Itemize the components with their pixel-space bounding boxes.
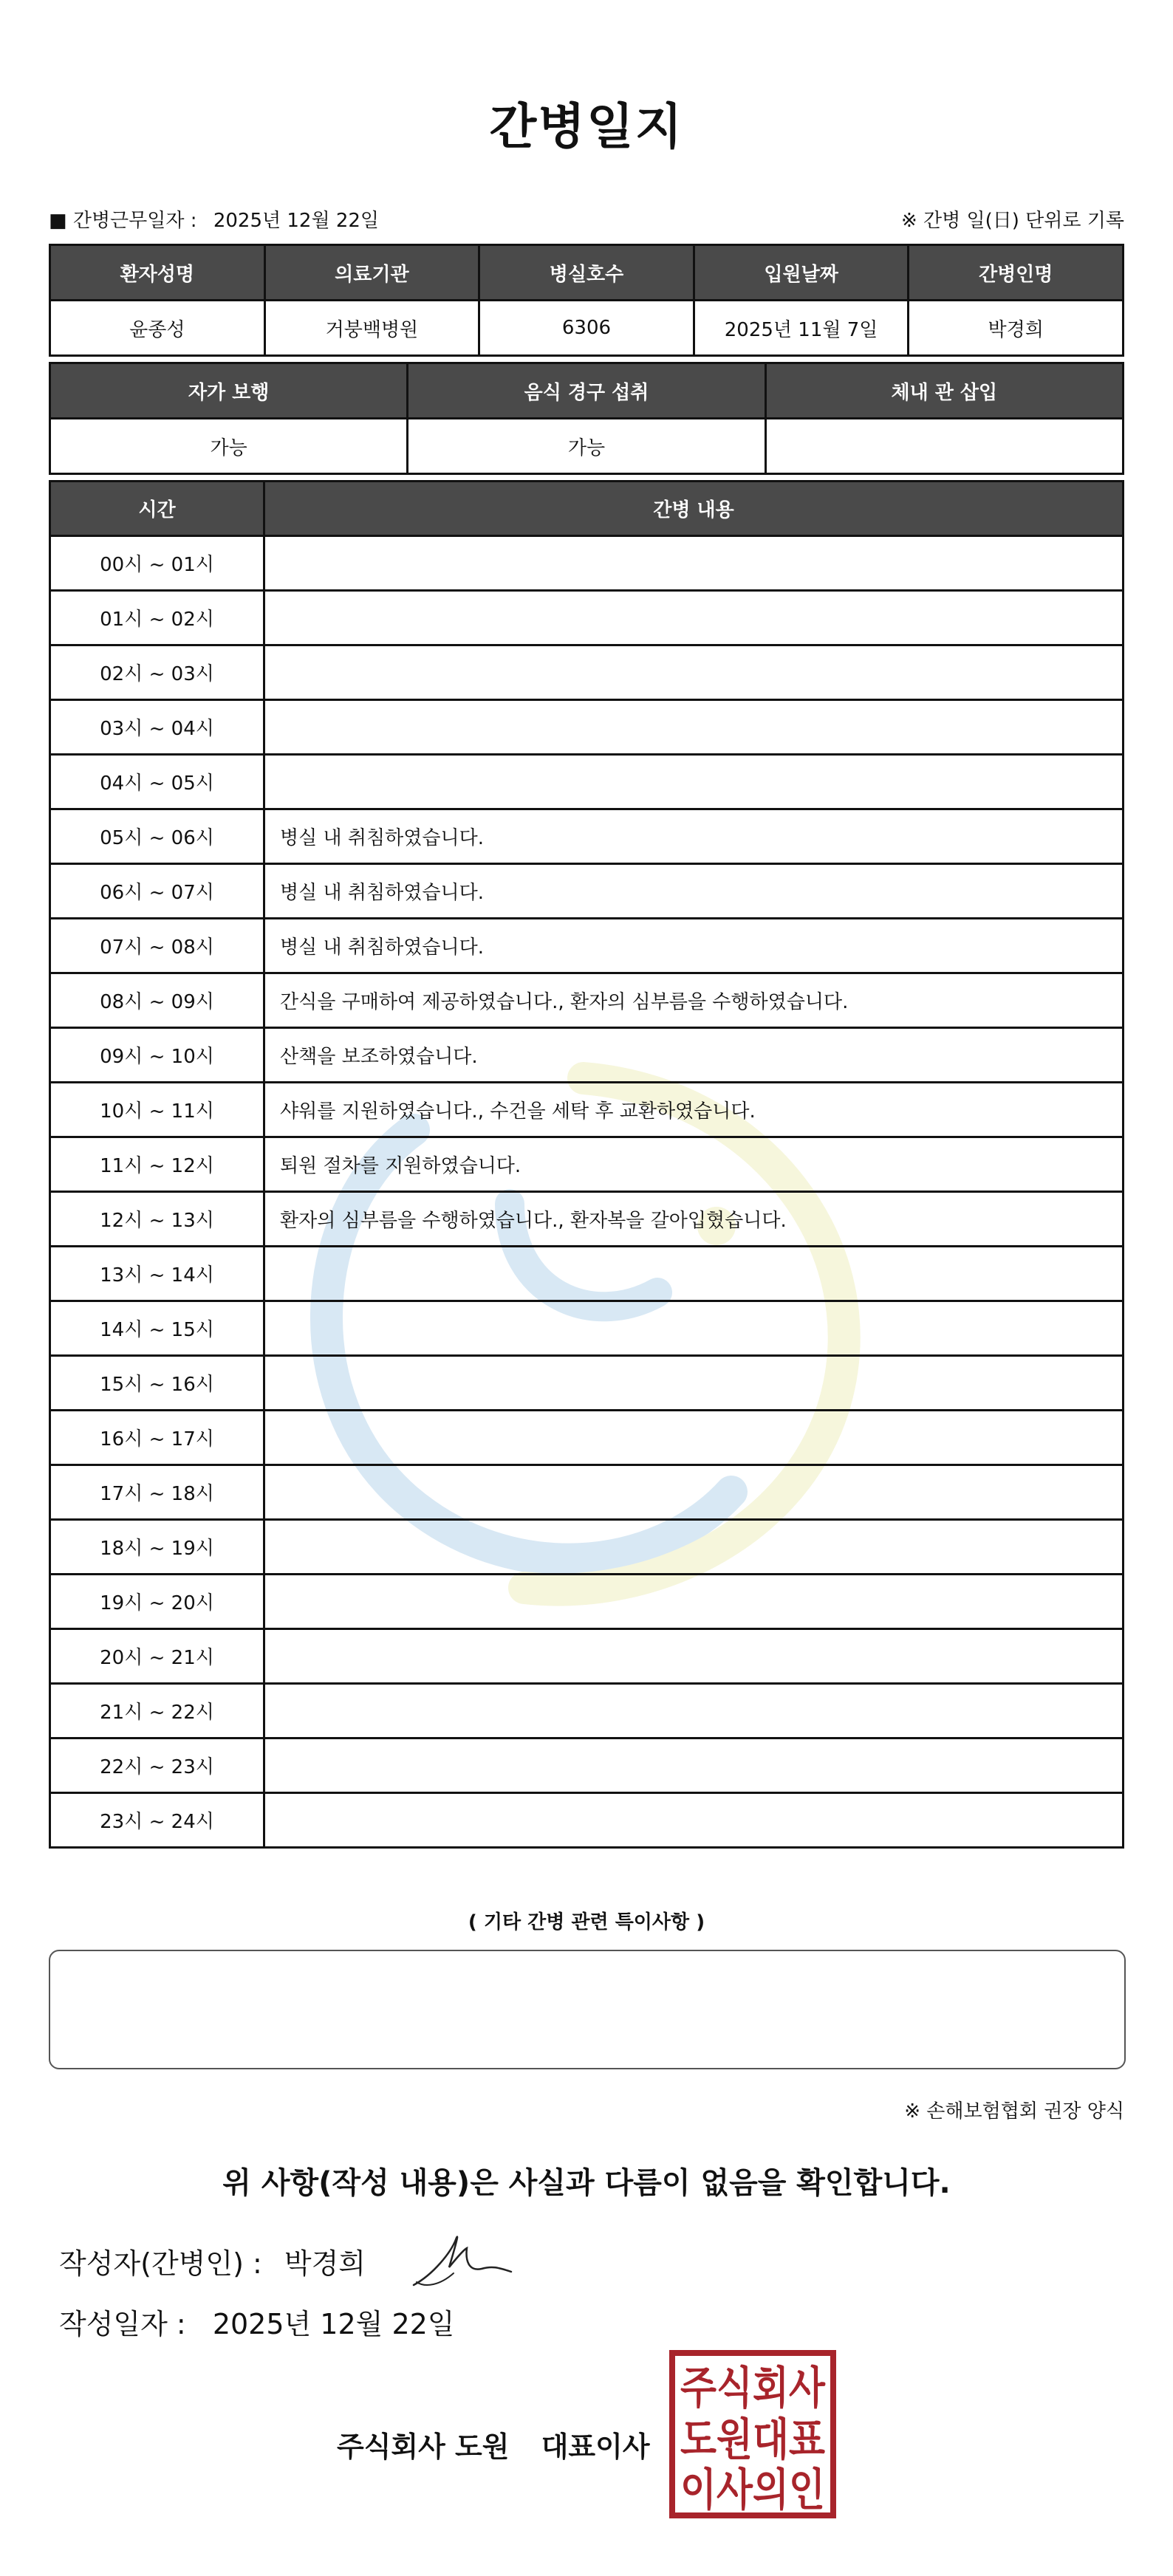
svg-text:이사의인: 이사의인 xyxy=(680,2464,825,2516)
care-log-row xyxy=(50,1137,1124,1192)
confirmation-statement: 위 사항(작성 내용)은 사실과 다름이 없음을 확인합니다. xyxy=(222,2166,951,2200)
time-slot: 19시 ~ 20시 xyxy=(50,1575,264,1629)
room-number: 6306 xyxy=(479,301,694,356)
time-slot: 16시 ~ 17시 xyxy=(50,1411,264,1465)
self-walking-value: 가능 xyxy=(50,419,408,474)
care-log-table xyxy=(49,480,1124,1849)
header-caregiver-name: 간병인명 xyxy=(909,245,1124,301)
care-content: 병실 내 취침하였습니다. xyxy=(264,864,1124,919)
patient-info-header-row xyxy=(50,245,1124,301)
time-slot: 17시 ~ 18시 xyxy=(50,1465,264,1520)
care-content: 병실 내 취침하였습니다. xyxy=(264,919,1124,973)
care-content xyxy=(264,1411,1124,1465)
time-slot: 21시 ~ 22시 xyxy=(50,1684,264,1739)
header-patient-name: 환자성명 xyxy=(50,245,265,301)
time-slot: 08시 ~ 09시 xyxy=(50,973,264,1028)
care-log-row xyxy=(50,1575,1124,1629)
care-content: 병실 내 취침하였습니다. xyxy=(264,809,1124,864)
care-log-row xyxy=(50,973,1124,1028)
time-slot: 10시 ~ 11시 xyxy=(50,1083,264,1137)
care-content: 간식을 구매하여 제공하였습니다., 환자의 심부름을 수행하였습니다. xyxy=(264,973,1124,1028)
company-name: 주식회사 도원 xyxy=(337,2431,510,2463)
oral-intake-value: 가능 xyxy=(408,419,765,474)
care-log-row xyxy=(50,536,1124,591)
care-log-row xyxy=(50,1739,1124,1793)
care-log-row xyxy=(50,700,1124,755)
care-content xyxy=(264,645,1124,700)
header-hospital: 의료기관 xyxy=(264,245,479,301)
patient-status-table xyxy=(49,362,1124,475)
admission-date: 2025년 11월 7일 xyxy=(694,301,909,356)
work-date-label: ■ 간병근무일자 : xyxy=(49,210,197,232)
care-content xyxy=(264,1575,1124,1629)
care-content: 환자의 심부름을 수행하였습니다., 환자복을 갈아입혔습니다. xyxy=(264,1192,1124,1247)
writer-row xyxy=(59,2241,379,2281)
care-log-header-row xyxy=(50,482,1124,536)
company-title: 대표이사 xyxy=(541,2431,650,2463)
time-slot: 22시 ~ 23시 xyxy=(50,1739,264,1793)
care-content: 샤워를 지원하였습니다., 수건을 세탁 후 교환하였습니다. xyxy=(264,1083,1124,1137)
time-slot: 14시 ~ 15시 xyxy=(50,1301,264,1356)
time-slot: 12시 ~ 13시 xyxy=(50,1192,264,1247)
record-unit-note: ※ 간병 일(日) 단위로 기록 xyxy=(900,210,1124,232)
header-care-content: 간병 내용 xyxy=(264,482,1124,536)
care-log-row xyxy=(50,864,1124,919)
form-source-note: ※ 손해보험협회 권장 양식 xyxy=(904,2100,1124,2123)
care-log-row xyxy=(50,1356,1124,1411)
care-log-row xyxy=(50,1301,1124,1356)
time-slot: 15시 ~ 16시 xyxy=(50,1356,264,1411)
company-signature xyxy=(337,2424,672,2464)
care-log-row xyxy=(50,755,1124,809)
meta-row xyxy=(49,205,1124,232)
time-slot: 06시 ~ 07시 xyxy=(50,864,264,919)
care-content xyxy=(264,1247,1124,1301)
company-seal-stamp xyxy=(669,2350,836,2518)
status-header-row xyxy=(50,363,1124,419)
time-slot: 18시 ~ 19시 xyxy=(50,1520,264,1575)
writer-label: 작성자(간병인) : xyxy=(59,2247,262,2280)
care-content xyxy=(264,591,1124,645)
care-content xyxy=(264,1793,1124,1848)
tube-insertion-value xyxy=(765,419,1123,474)
header-time: 시간 xyxy=(50,482,264,536)
care-log-row xyxy=(50,809,1124,864)
care-content xyxy=(264,700,1124,755)
patient-info-value-row xyxy=(50,301,1124,356)
time-slot: 00시 ~ 01시 xyxy=(50,536,264,591)
time-slot: 02시 ~ 03시 xyxy=(50,645,264,700)
time-slot: 09시 ~ 10시 xyxy=(50,1028,264,1083)
header-oral-intake: 음식 경구 섭취 xyxy=(408,363,765,419)
time-slot: 05시 ~ 06시 xyxy=(50,809,264,864)
care-log-row xyxy=(50,1192,1124,1247)
time-slot: 04시 ~ 05시 xyxy=(50,755,264,809)
care-content xyxy=(264,1739,1124,1793)
work-date-value: 2025년 12월 22일 xyxy=(213,210,380,232)
work-date xyxy=(49,205,379,233)
care-log-row xyxy=(50,1520,1124,1575)
writer-name: 박경희 xyxy=(284,2247,366,2280)
written-date-row xyxy=(59,2301,473,2342)
special-notes-box xyxy=(49,1950,1126,2069)
care-content xyxy=(264,536,1124,591)
care-log-row xyxy=(50,919,1124,973)
care-log-row xyxy=(50,1247,1124,1301)
care-content xyxy=(264,1684,1124,1739)
header-room-number: 병실호수 xyxy=(479,245,694,301)
care-log-row xyxy=(50,645,1124,700)
written-date-value: 2025년 12월 22일 xyxy=(212,2308,455,2340)
care-content xyxy=(264,1465,1124,1520)
time-slot: 20시 ~ 21시 xyxy=(50,1629,264,1684)
hospital-name: 거붕백병원 xyxy=(264,301,479,356)
care-log-row xyxy=(50,1083,1124,1137)
written-date-label: 작성일자 : xyxy=(59,2308,186,2340)
patient-name: 윤종성 xyxy=(50,301,265,356)
header-admission-date: 입원날짜 xyxy=(694,245,909,301)
care-content xyxy=(264,755,1124,809)
care-log-row xyxy=(50,1028,1124,1083)
care-log-row xyxy=(50,591,1124,645)
care-log-row xyxy=(50,1793,1124,1848)
document-title: 간병일지 xyxy=(489,98,684,155)
patient-info-table xyxy=(49,244,1124,357)
svg-text:주식회사: 주식회사 xyxy=(680,2363,826,2414)
care-log-row xyxy=(50,1629,1124,1684)
care-content xyxy=(264,1520,1124,1575)
header-self-walking: 자가 보행 xyxy=(50,363,408,419)
care-content: 산책을 보조하였습니다. xyxy=(264,1028,1124,1083)
care-content: 퇴원 절차를 지원하였습니다. xyxy=(264,1137,1124,1192)
time-slot: 01시 ~ 02시 xyxy=(50,591,264,645)
care-log-row xyxy=(50,1465,1124,1520)
time-slot: 07시 ~ 08시 xyxy=(50,919,264,973)
time-slot: 23시 ~ 24시 xyxy=(50,1793,264,1848)
care-log-row xyxy=(50,1684,1124,1739)
header-tube-insertion: 체내 관 삽입 xyxy=(765,363,1123,419)
care-content xyxy=(264,1629,1124,1684)
signature-image xyxy=(411,2230,514,2289)
care-log-row xyxy=(50,1411,1124,1465)
time-slot: 03시 ~ 04시 xyxy=(50,700,264,755)
time-slot: 13시 ~ 14시 xyxy=(50,1247,264,1301)
special-notes-title: ( 기타 간병 관련 특이사항 ) xyxy=(468,1911,705,1933)
caregiver-name: 박경희 xyxy=(909,301,1124,356)
care-content xyxy=(264,1301,1124,1356)
status-value-row xyxy=(50,419,1124,474)
time-slot: 11시 ~ 12시 xyxy=(50,1137,264,1192)
care-content xyxy=(264,1356,1124,1411)
svg-text:도원대표: 도원대표 xyxy=(680,2414,826,2466)
